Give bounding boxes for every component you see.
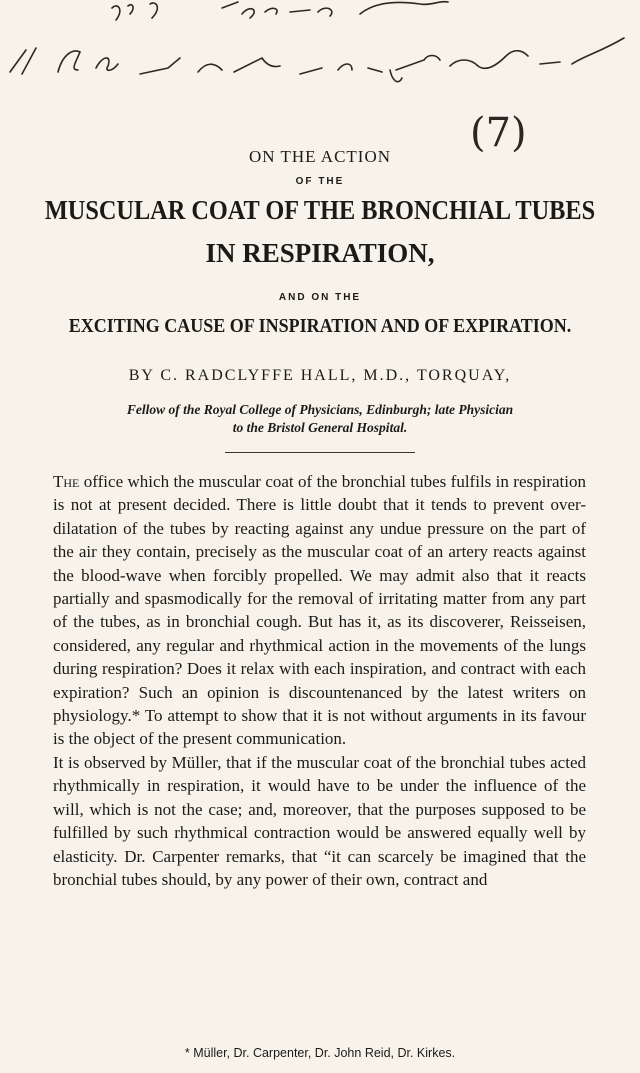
- section-divider: [225, 452, 415, 453]
- handwritten-inscription: [0, 0, 640, 100]
- lead-word: The: [53, 472, 80, 491]
- title-exciting-cause: EXCITING CAUSE OF INSPIRATION AND OF EXPIRATION.: [68, 315, 572, 337]
- pre-title: ON THE ACTION: [248, 147, 392, 166]
- title-respiration: IN RESPIRATION,: [205, 238, 435, 268]
- paragraph-2: It is observed by Müller, that if the muscular coat of the bronchial tubes acted rhythmically in respiration, it would have to be under the influence of the will, which is not the case; and, moreover, that the purposes supposed to be fulfilled by such rhythmical contraction would be answered equally well by elasticity. Dr. Carpenter remarks, that “it can scarcely be imagined that the bronchial tubes should, by any power of their own, contract and: [53, 752, 586, 889]
- title-main: MUSCULAR COAT OF THE BRONCHIAL TUBES: [44, 195, 596, 225]
- of-the-label: OF THE: [295, 176, 345, 187]
- paragraph-1: [53, 470, 586, 751]
- paragraph-1-text: office which the muscular coat of the bronchial tubes fulfils in respiration is not at present decided. There is little doubt that it tends to prevent over-dilatation of the tubes by reacting against any undue pressure on the part of the air they contain, precisely as the muscular coat of an artery reacts against the blood-wave when forcibly propelled. We may admit also that it reacts partially and spasmodically for the removal of irritating matter from any part of the tubes, as in bronchial cough. But has it, as its discoverer, Reisseisen, considered, any regular and rhythmical action in the movements of the lungs during respiration? Does it relax with each inspiration, and contract with each expiration? Such an opinion is discountenanced by the latest writers on physiology.* To attempt to show that it is not without arguments in its favour is the object of the present communication.: [53, 472, 586, 749]
- footnote: * Müller, Dr. Carpenter, Dr. John Reid, Dr. Kirkes.: [184, 1046, 456, 1060]
- affiliation-line-2: to the Bristol General Hospital.: [232, 420, 408, 435]
- shelf-mark-stamp: (7): [470, 110, 527, 156]
- body-text: [53, 470, 586, 891]
- author-affiliation: [0, 401, 640, 437]
- author-byline: BY C. RADCLYFFE HALL, M.D., TORQUAY,: [128, 367, 512, 384]
- affiliation-line-1: Fellow of the Royal College of Physicians, Edinburgh; late Physician: [126, 402, 514, 417]
- and-on-the-label: AND ON THE: [278, 292, 362, 303]
